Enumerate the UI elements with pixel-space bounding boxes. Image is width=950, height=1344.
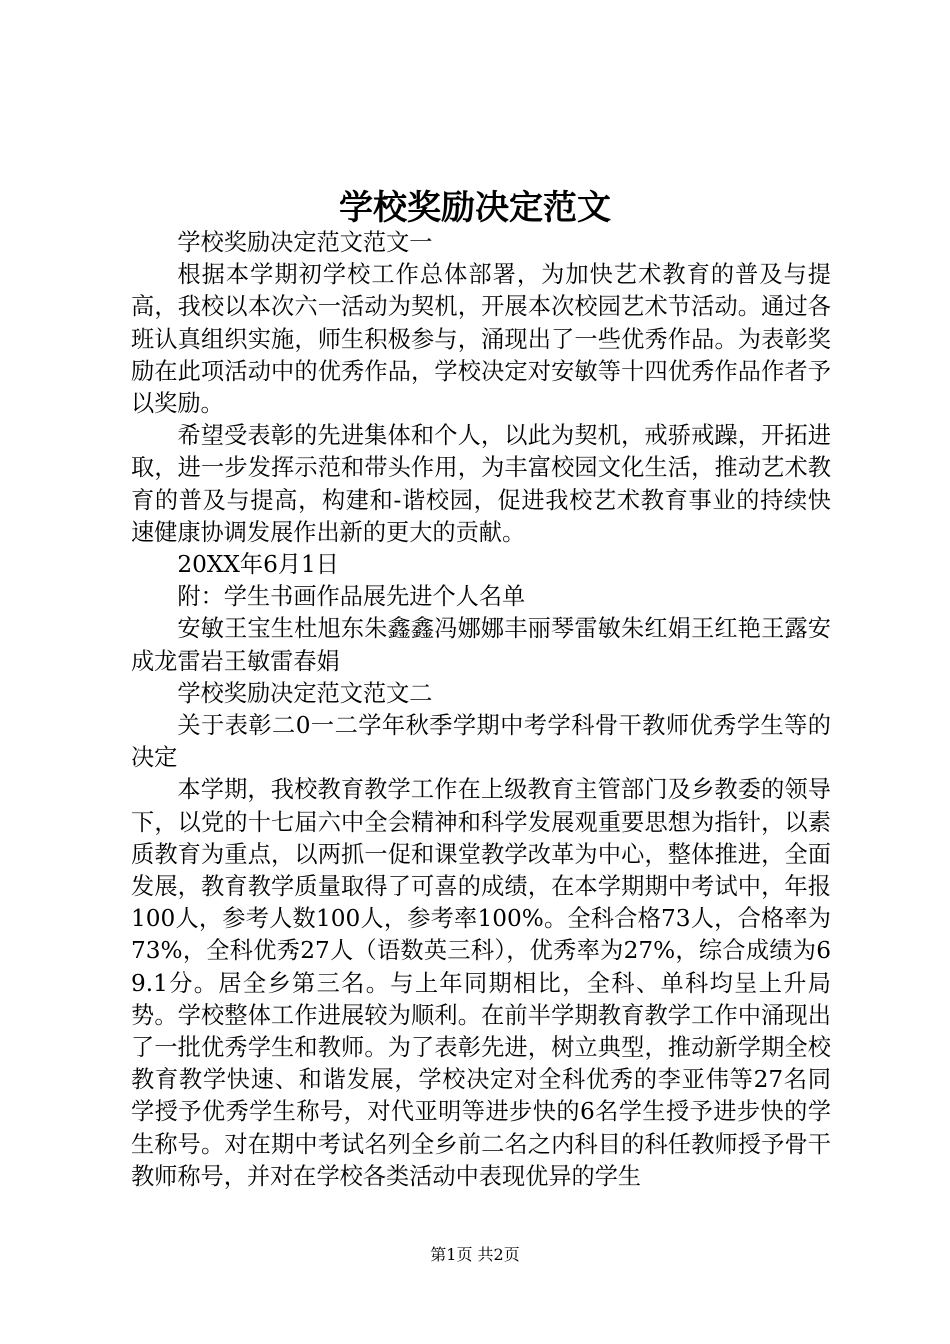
paragraph-heading-1: 学校奖励决定范文范文一 [177, 229, 433, 256]
page-footer: 第1页 共2页 [430, 1245, 520, 1264]
paragraph-attachment: 附：学生书画作品展先进个人名单 [177, 583, 526, 611]
document-title: 学校奖励决定范文 [339, 188, 611, 228]
paragraph: 根据本学期初学校工作总体部署，为加快艺术教育的普及与提高，我校以本次六一活动为契机，开展本次校园艺术节活动。通过各班认真组织实施，师生积极参与，涌现出了一些优秀作品。为表彰奖励在此项活动中的优秀作品，学校决定对安敏等十四优秀作品作者予以奖励。 [131, 261, 831, 418]
paragraph-heading-2: 学校奖励决定范文范文二 [177, 679, 433, 707]
paragraph: 希望受表彰的先进集体和个人，以此为契机，戒骄戒躁，开拓进取，进一步发挥示范和带头作用，为丰富校园文化生活，推动艺术教育的普及与提高，构建和-谐校园，促进我校艺术教育事业的持续快速健康协调发展作出新的更大的贡献。 [131, 422, 831, 546]
paragraph-name-list: 安敏王宝生杜旭东朱鑫鑫冯娜娜丰丽琴雷敏朱红娟王红艳王露安成龙雷岩王敏雷春娟 [131, 615, 831, 675]
document-body [131, 227, 831, 1193]
paragraph-date: 20XX年6月1日 [177, 551, 339, 579]
paragraph-subtitle: 关于表彰二0一二学年秋季学期中考学科骨干教师优秀学生等的决定 [131, 712, 831, 772]
paragraph: 本学期，我校教育教学工作在上级教育主管部门及乡教委的领导下，以党的十七届六中全会精神和科学发展观重要思想为指针，以素质教育为重点，以两抓一促和课堂教学改革为中心，整体推进，全面发展，教育教学质量取得了可喜的成绩，在本学期期中考试中，年报100人，参考人数100人，参考率100%。全科合格73人，合格率为73%，全科优秀27人（语数英三科），优秀率为27%，综合成绩为69.1分。居全乡第三名。与上年同期相比，全科、单科均呈上升局势。学校整体工作进展较为顺利。在前半学期教育教学工作中涌现出了一批优秀学生和教师。为了表彰先进，树立典型，推动新学期全校教育教学快速、和谐发展，学校决定对全科优秀的李亚伟等27名同学授予优秀学生称号，对代亚明等进步快的6名学生授予进步快的学生称号。对在期中考试名列全乡前二名之内科目的科任教师授予骨干教师称号，并对在学校各类活动中表现优异的学生 [131, 776, 831, 1190]
